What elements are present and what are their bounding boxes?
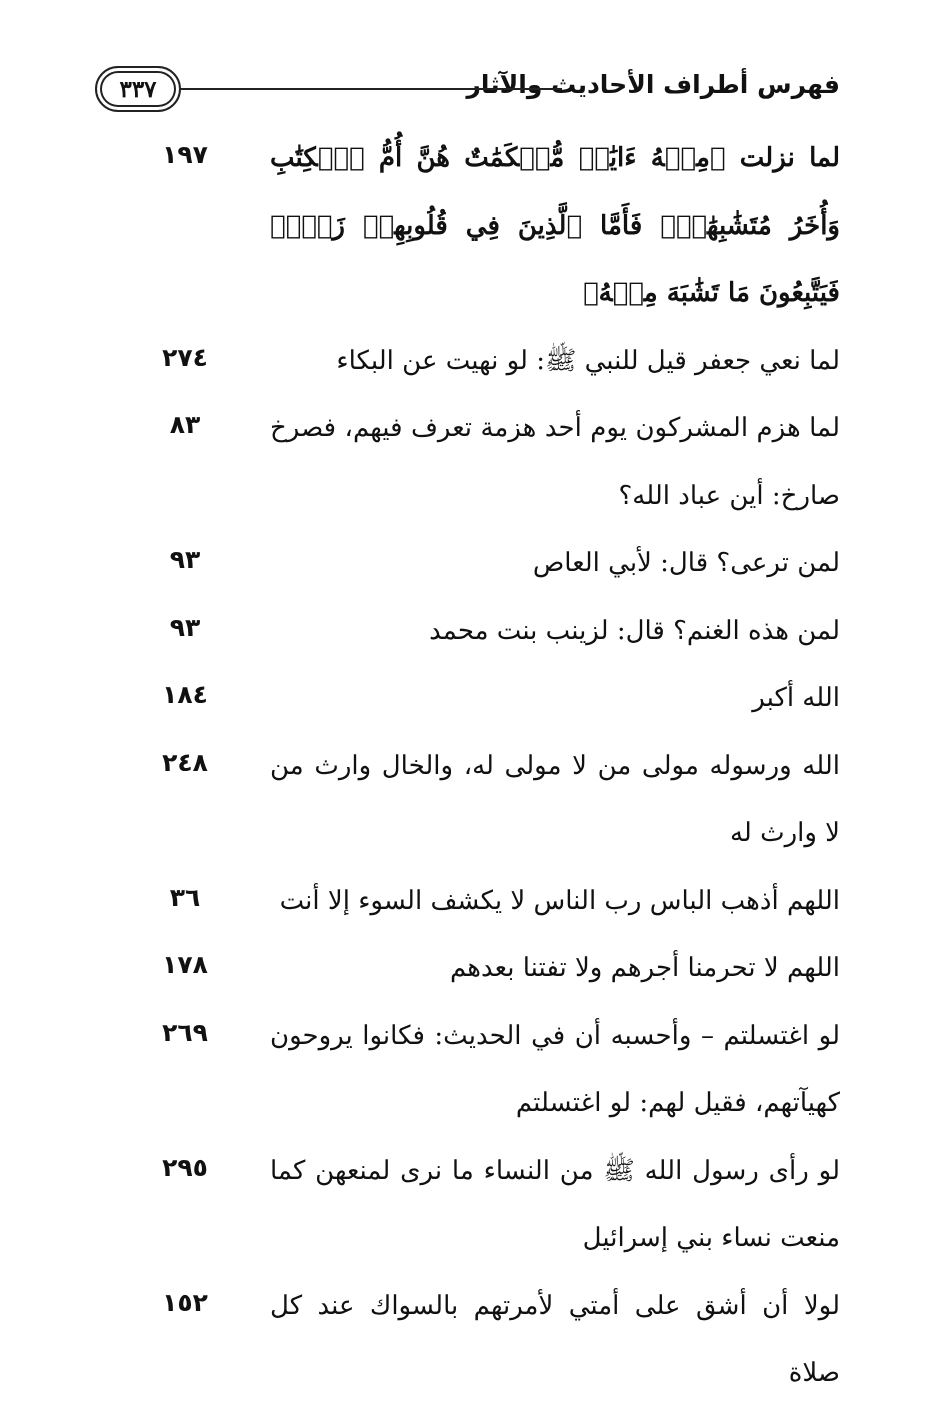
index-entry [150,328,840,396]
running-header [95,66,840,112]
entry-text: لولا أن أشق على أمتي لأمرتهم بالسواك عند كل صلاة [270,1290,840,1388]
index-entry [150,733,840,868]
header-title: فهرس أطراف الأحاديث والآثار [466,70,840,99]
index-entry [150,125,840,328]
entry-page-number: ٣٦ [169,882,201,912]
entry-text: لما هزم المشركون يوم أحد هزمة تعرف فيهم، فصرخ صارخ: أين عباد الله؟ [270,413,840,511]
entry-page-number: ٨٣ [169,410,201,439]
entry-page-number: ٢٩٥ [162,1152,208,1182]
index-entry [150,1003,840,1138]
index-entries [150,125,840,1408]
entry-text: لمن ترعى؟ قال: لأبي العاص [532,548,840,578]
header-rule [175,88,562,90]
entry-text: اللهم أذهب الباس رب الناس لا يكشف السوء إلا أنت [279,885,840,916]
entry-page-number: ٢٧٤ [162,342,208,372]
index-entry [150,868,840,936]
entry-text: الله أكبر [752,683,840,713]
entry-page-number: ١٨٤ [162,680,208,709]
page-number-badge [95,66,181,112]
page-number: ٣٣٧ [119,75,157,103]
entry-text: لما نعي جعفر قيل للنبي ﷺ: لو نهيت عن البكاء [336,345,840,376]
entry-page-number: ٩٣ [169,612,201,642]
entry-text: الله ورسوله مولى من لا مولى له، والخال وارث من لا وارث له [270,750,840,848]
entry-text: لو رأى رسول الله ﷺ من النساء ما نرى لمنعهن كما منعت نساء بني إسرائيل [270,1155,840,1253]
entry-page-number: ١٥٢ [162,1287,208,1317]
index-entry [150,665,840,733]
index-entry [150,598,840,666]
entry-page-number: ١٩٧ [162,140,208,169]
index-entry [150,530,840,598]
entry-text: لمن هذه الغنم؟ قال: لزينب بنت محمد [429,615,840,646]
index-entry [150,1273,840,1408]
entry-text: اللهم لا تحرمنا أجرهم ولا تفتنا بعدهم [450,953,840,983]
entry-page-number: ١٧٨ [162,950,208,979]
entry-text: لو اغتسلتم – وأحسبه أن في الحديث: فكانوا يروحون كهيآتهم، فقيل لهم: لو اغتسلتم [270,1020,840,1118]
index-entry [150,1138,840,1273]
index-entry [150,935,840,1003]
entry-page-number: ٩٣ [169,545,201,574]
entry-page-number: ٢٦٩ [162,1017,208,1047]
entry-text: لما نزلت ﴿مِنۡهُ ءَايَٰتٞ مُّحۡكَمَٰتٌ هُنَّ أُمُّ ٱلۡكِتَٰبِ وَأُخَرُ مُتَشَٰبِهَٰتٞۖ فَأَمَّا ٱلَّذِينَ فِي قُلُوبِهِمۡ زَيۡغٞ فَيَتَّبِعُونَ مَا تَشَٰبَهَ مِنۡهُ﴾ [270,143,840,308]
entry-page-number: ٢٤٨ [162,747,208,777]
index-entry [150,395,840,530]
